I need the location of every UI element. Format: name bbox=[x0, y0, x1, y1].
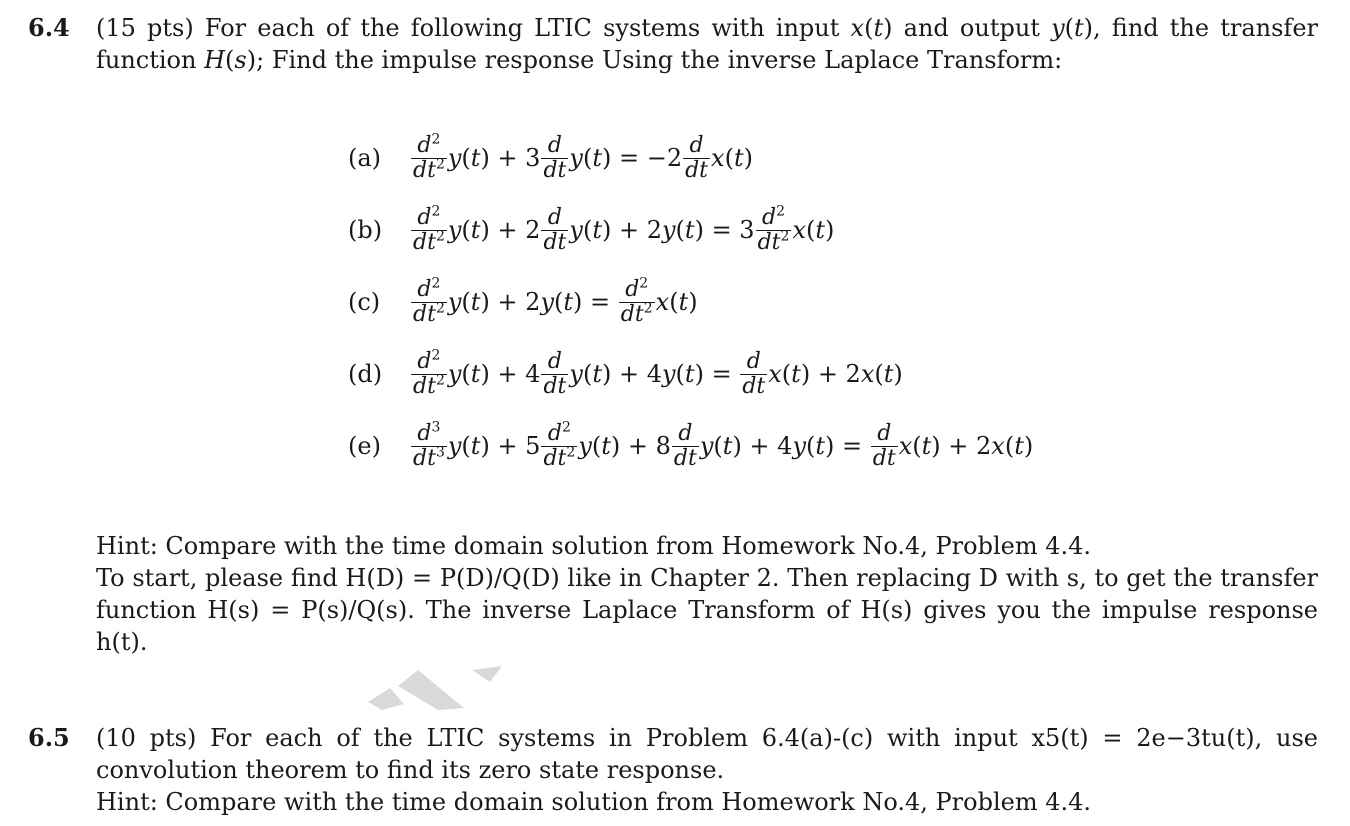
equation-row-b bbox=[348, 194, 1033, 266]
problem-number: 6.4 bbox=[28, 13, 70, 42]
equation-d: $\frac{d^2}{dt^2}$ y(t) + 4 $\frac{d}{dt}$ y(t) + 4y(t) = $\frac{d}{dt}$ x(t) + 2x(t) bbox=[413, 347, 903, 399]
equation-b: $\frac{d^2}{dt^2}$ y(t) + 2 $\frac{d}{dt}$ y(t) + 2y(t) = 3 $\frac{d^2}{dt^2}$ x(t) bbox=[413, 203, 835, 255]
problem-statement: (15 pts) For each of the following LTIC systems with input x(t) and output y(t), find the transfer function H(s); Find the impulse response Using the inverse Laplace Transform: bbox=[96, 14, 1318, 74]
equation-row-e bbox=[348, 410, 1033, 482]
hint-line: Hint: Compare with the time domain solution from Homework No.4, Problem 4.4. bbox=[96, 532, 1092, 560]
watermark-mark bbox=[368, 664, 508, 714]
equation-row-d bbox=[348, 338, 1033, 410]
problem-6-5 bbox=[28, 722, 1318, 818]
hint-6-5: Hint: Compare with the time domain solution from Homework No.4, Problem 4.4. bbox=[96, 788, 1092, 816]
hint-6-4 bbox=[96, 530, 1318, 658]
equation-label: (d) bbox=[348, 360, 383, 388]
problem-statement bbox=[96, 722, 1318, 818]
equation-e: $\frac{d^3}{dt^3}$ y(t) + 5 $\frac{d^2}{dt^2}$ y(t) + 8 $\frac{d}{dt}$ y(t) + 4y(t) = $\frac{d}{dt}$ x(t) + 2x(t) bbox=[413, 419, 1034, 471]
hint-line: To start, please find H(D) = P(D)/Q(D) like in Chapter 2. Then replacing D with s, to get the transfer function H(s) = P(s)/Q(s). The inverse Laplace Transform of H(s) gives you the impulse response h(t). bbox=[96, 564, 1318, 656]
equation-label: (c) bbox=[348, 288, 381, 316]
equation-row-a bbox=[348, 122, 1033, 194]
problem-6-4 bbox=[28, 12, 1318, 76]
equation-row-c bbox=[348, 266, 1033, 338]
equation-c: $\frac{d^2}{dt^2}$ y(t) + 2y(t) = $\frac{d^2}{dt^2}$ x(t) bbox=[413, 275, 698, 327]
equation-list bbox=[348, 122, 1033, 482]
problem-text: (10 pts) For each of the LTIC systems in Problem 6.4(a)-(c) with input x5(t) = 2e−3tu(t), use convolution theorem to find its zero state response. bbox=[96, 724, 1318, 784]
equation-label: (e) bbox=[348, 432, 381, 460]
equation-label: (a) bbox=[348, 144, 382, 172]
equation-a: $\frac{d^2}{dt^2}$ y(t) + 3 $\frac{d}{dt}$ y(t) = −2 $\frac{d}{dt}$ x(t) bbox=[413, 131, 753, 183]
equation-label: (b) bbox=[348, 216, 383, 244]
problem-number: 6.5 bbox=[28, 723, 70, 752]
